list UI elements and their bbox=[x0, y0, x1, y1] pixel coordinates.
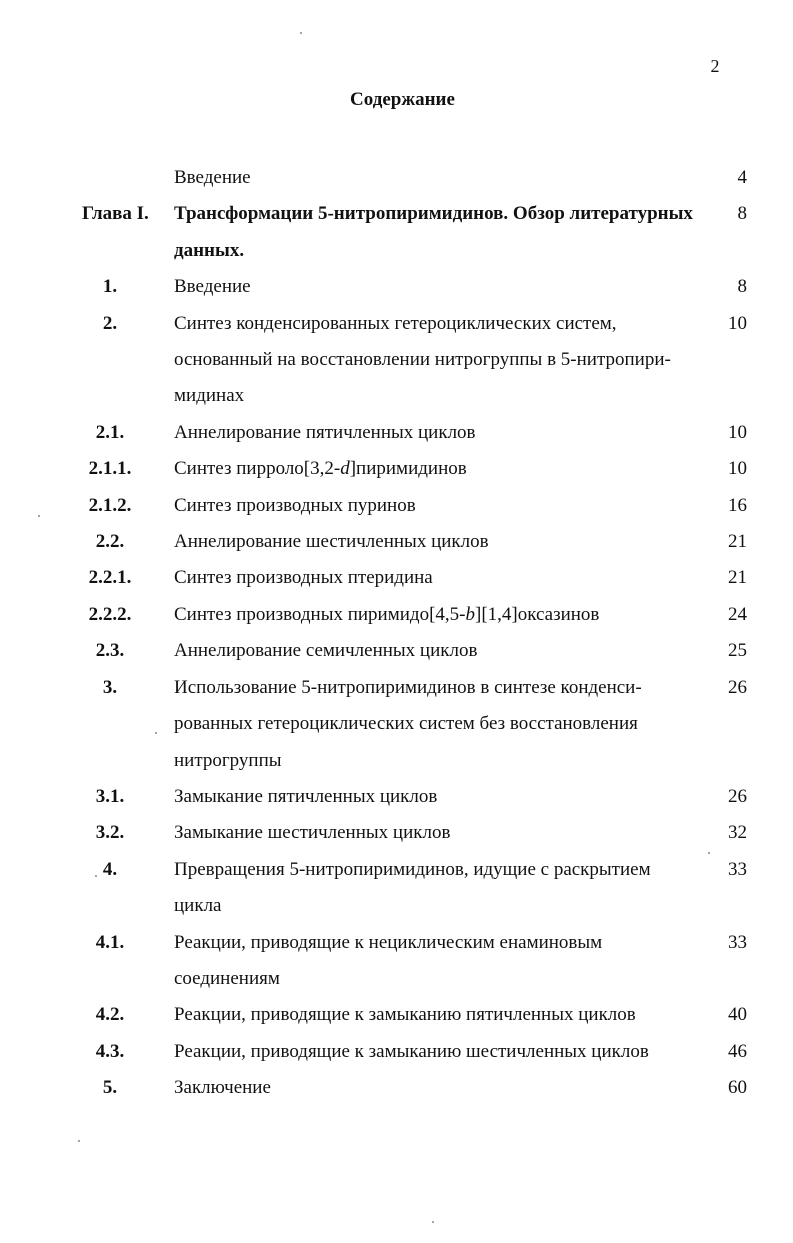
toc-entry-title: Введение bbox=[174, 167, 251, 188]
toc-entry-page: 8 bbox=[737, 203, 747, 225]
toc-entry-number: 4.2. bbox=[95, 1004, 125, 1026]
toc-entry-number: 4. bbox=[102, 858, 118, 880]
toc-entry-page: 40 bbox=[728, 1004, 747, 1026]
toc-entry bbox=[0, 1034, 793, 1070]
toc-entry-title: Введение bbox=[174, 276, 251, 298]
toc-entry-number: 2.1. bbox=[95, 421, 125, 443]
toc-entry-number: 4.1. bbox=[95, 931, 125, 953]
scan-speck bbox=[432, 1221, 434, 1223]
toc-entry-number: 2.2.2. bbox=[88, 603, 132, 625]
toc-entry bbox=[0, 633, 793, 669]
toc-entry-page: 10 bbox=[728, 421, 747, 443]
toc-entry-page: 8 bbox=[737, 276, 747, 298]
toc-entry-title: Аннелирование пятичленных циклов bbox=[174, 421, 476, 443]
toc-entry-page: 25 bbox=[728, 640, 747, 662]
toc-entry bbox=[0, 597, 793, 633]
toc-entry-title: Заключение bbox=[174, 1077, 271, 1099]
toc-entry bbox=[0, 560, 793, 596]
toc-entry-title: Реакции, приводящие к нециклическим енаминовым соединениям bbox=[174, 931, 603, 989]
toc-entry-number: 2.3. bbox=[95, 640, 125, 662]
toc-entry bbox=[0, 815, 793, 851]
toc-entry-title: Трансформации 5-нитропиримидинов. Обзор литературных данных. bbox=[174, 203, 693, 261]
toc-entry-title: Аннелирование шестичленных циклов bbox=[174, 531, 489, 553]
toc-entry-page: 46 bbox=[728, 1040, 747, 1062]
toc-entry-number: 3.2. bbox=[95, 822, 125, 844]
toc-entry-number: 2.1.2. bbox=[88, 494, 132, 516]
toc-entry bbox=[0, 488, 793, 524]
scan-speck bbox=[155, 732, 157, 734]
toc-entry-number: 3. bbox=[102, 676, 118, 698]
scan-speck bbox=[38, 515, 40, 517]
toc-entry-title: Реакции, приводящие к замыканию пятичленных циклов bbox=[174, 1004, 636, 1026]
toc-entry bbox=[0, 524, 793, 560]
toc-entry bbox=[0, 670, 793, 779]
toc-entry-page: 10 bbox=[728, 458, 747, 480]
toc-entry-number: 2.1.1. bbox=[88, 458, 132, 480]
toc-entry-page: 10 bbox=[728, 312, 747, 334]
toc-entry-title: Реакции, приводящие к замыканию шестичленных циклов bbox=[174, 1040, 649, 1062]
toc-entry bbox=[0, 1070, 793, 1106]
toc-entry-number: Глава I. bbox=[82, 203, 149, 225]
toc-entry-title: Синтез пирроло[3,2-d]пиримидинов bbox=[174, 458, 467, 480]
toc-entry bbox=[0, 415, 793, 451]
toc-entry-page: 33 bbox=[728, 858, 747, 880]
toc-entry-number: 2.2. bbox=[95, 531, 125, 553]
toc-entry-page: 32 bbox=[728, 822, 747, 844]
table-of-contents bbox=[0, 160, 793, 1107]
toc-entry-number: 3.1. bbox=[95, 785, 125, 807]
toc-entry-page: 33 bbox=[728, 931, 747, 953]
toc-entry bbox=[0, 997, 793, 1033]
toc-entry-chapter-1 bbox=[0, 196, 793, 269]
toc-entry-page: 4 bbox=[737, 167, 747, 188]
toc-entry-page: 26 bbox=[728, 785, 747, 807]
page-number: 2 bbox=[710, 56, 720, 76]
toc-entry-page: 16 bbox=[728, 494, 747, 516]
scan-speck bbox=[95, 875, 97, 877]
toc-entry-title: Использование 5-нитропиримидинов в синтезе конденси-рованных гетероциклических систем без восстановления нитрогруппы bbox=[174, 676, 642, 771]
toc-entry-title: Превращения 5-нитропиримидинов, идущие с раскрытием цикла bbox=[174, 858, 651, 917]
toc-entry-page: 24 bbox=[728, 603, 747, 625]
toc-entry-page: 60 bbox=[728, 1077, 747, 1099]
toc-entry bbox=[0, 269, 793, 305]
toc-entry-number: 4.3. bbox=[95, 1040, 125, 1062]
toc-entry-title: Замыкание шестичленных циклов bbox=[174, 822, 451, 844]
page-title: Содержание bbox=[350, 89, 455, 110]
toc-entry bbox=[0, 451, 793, 487]
toc-entry-introduction bbox=[0, 160, 793, 196]
scan-speck bbox=[708, 852, 710, 854]
toc-entry-title: Синтез производных пиримидо[4,5-b][1,4]оксазинов bbox=[174, 603, 600, 625]
toc-entry-number: 5. bbox=[102, 1077, 118, 1099]
toc-entry-title: Синтез конденсированных гетероциклических систем, основанный на восстановлении нитрогруппы в 5-нитропири-мидинах bbox=[174, 312, 671, 407]
toc-entry bbox=[0, 779, 793, 815]
toc-entry bbox=[0, 852, 793, 925]
toc-entry-title: Замыкание пятичленных циклов bbox=[174, 785, 438, 807]
toc-entry-number: 2. bbox=[102, 312, 118, 334]
toc-entry-page: 26 bbox=[728, 676, 747, 698]
toc-entry-page: 21 bbox=[728, 531, 747, 553]
scan-speck bbox=[78, 1140, 80, 1142]
toc-entry-title: Синтез производных пуринов bbox=[174, 494, 416, 516]
toc-entry-title: Аннелирование семичленных циклов bbox=[174, 640, 478, 662]
toc-entry-title: Синтез производных птеридина bbox=[174, 567, 433, 589]
toc-entry bbox=[0, 306, 793, 415]
toc-entry-page: 21 bbox=[728, 567, 747, 589]
toc-entry-number: 2.2.1. bbox=[88, 567, 132, 589]
scan-speck bbox=[300, 32, 302, 34]
toc-entry bbox=[0, 925, 793, 998]
toc-entry-number: 1. bbox=[102, 276, 118, 298]
